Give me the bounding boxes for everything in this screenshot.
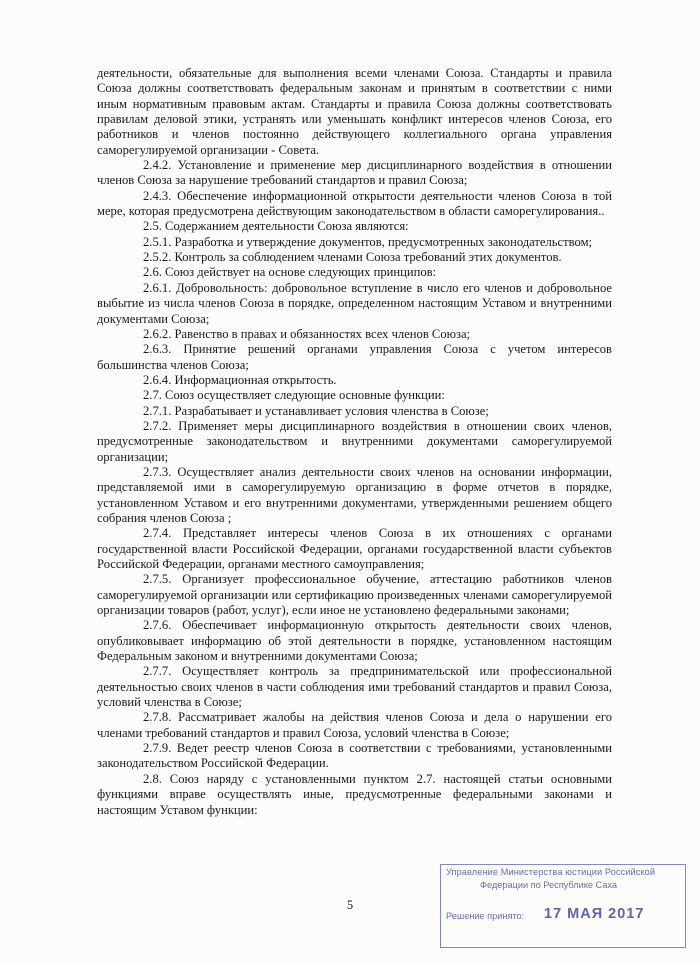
paragraph: 2.5.1. Разработка и утверждение документов, предусмотренных законодательством;	[143, 234, 593, 249]
paragraph: 2.6.2. Равенство в правах и обязанностях всех членов Союза;	[143, 326, 471, 341]
paragraph: деятельности, обязательные для выполнения всеми членами Союза. Стандарты и правила Союза должны соответствовать федеральным законам и принятым в соответствии с ними иным нормативным правовым актам. Стандарты и правила Союза должны соответствовать правилам деловой этики, устранять или уменьшать конфликт интересов членов Союза, его работников и членов постоянно действующего коллегиального органа управления саморегулируемой организации - Совета.	[97, 66, 612, 157]
paragraph: 2.7.5. Организует профессиональное обучение, аттестацию работников членов саморегулируемой организации или сертификацию произведенных членами саморегулируемой организации товаров (работ, услуг), если иное не установлено федеральными законами;	[97, 572, 612, 618]
registration-stamp	[434, 858, 690, 952]
body-text	[97, 66, 612, 818]
paragraph: 2.8. Союз наряду с установленными пунктом 2.7. настоящей статьи основными функциями вправе осуществлять иные, предусмотренные федеральными законами и настоящим Уставом функции:	[97, 771, 612, 817]
paragraph: 2.4.2. Установление и применение мер дисциплинарного воздействия в отношении членов Союза за нарушение требований стандартов и правил Союза;	[97, 158, 612, 188]
paragraph: 2.5. Содержанием деятельности Союза являются:	[143, 219, 409, 234]
paragraph: 2.4.3. Обеспечение информационной открытости деятельности членов Союза в той мере, которая предусмотрена действующим законодательством в области саморегулирования..	[97, 188, 612, 219]
paragraph: 2.7.9. Ведет реестр членов Союза в соответствии с требованиями, установленными законодательством Российской Федерации.	[97, 741, 612, 771]
paragraph: 2.7.7. Осуществляет контроль за предпринимательской или профессиональной деятельностью своих членов в части соблюдения ими требований стандартов и правил Союза, условий членства в Союзе;	[97, 664, 612, 710]
paragraph: 2.6.3. Принятие решений органами управления Союза с учетом интересов большинства членов Союза;	[97, 342, 612, 372]
paragraph: 2.6. Союз действует на основе следующих принципов:	[143, 265, 437, 280]
paragraph: 2.7.2. Применяет меры дисциплинарного воздействия в отношении своих членов, предусмотренные законодательством и внутренними документами саморегулируемой организации;	[97, 418, 612, 464]
paragraph: 2.7.1. Разрабатывает и устанавливает условия членства в Союзе;	[143, 403, 489, 418]
paragraph: 2.7.4. Представляет интересы членов Союза в их отношениях с органами государственной власти Российской Федерации, органами государственной власти субъектов Российской Федерации, органами местного самоуправления;	[97, 526, 612, 571]
stamp-date: 17 МАЯ 2017	[544, 906, 645, 922]
stamp-authority-line-2: Федерации по Республике Саха	[480, 880, 617, 890]
paragraph: 2.6.4. Информационная открытость.	[143, 372, 337, 387]
paragraph: 2.5.2. Контроль за соблюдением членами Союза требований этих документов.	[143, 250, 562, 265]
page-number: 5	[346, 898, 354, 912]
paragraph: 2.6.1. Добровольность: добровольное вступление в число его членов и добровольное выбытие из числа членов Союза в порядке, определенном настоящим Уставом и внутренними документами Союза;	[97, 280, 612, 326]
paragraph: 2.7.6. Обеспечивает информационную открытость деятельности своих членов, опубликовывает информацию об этой деятельности в порядке, установленном настоящим Федеральным законом и внутренними документами Союза;	[97, 618, 612, 664]
paragraph: 2.7.3. Осуществляет анализ деятельности своих членов на основании информации, представляемой ими в саморегулируемую организацию в форме отчетов в порядке, установленном Уставом и его внутренними документами, утвержденными решением общего собрания членов Союза ;	[97, 464, 612, 525]
stamp-authority-line: Управление Министерства юстиции Российской	[446, 867, 656, 877]
paragraph: 2.7. Союз осуществляет следующие основные функции:	[143, 388, 445, 403]
stamp-decision-label: Решение принято:	[446, 911, 525, 921]
paragraph: 2.7.8. Рассматривает жалобы на действия членов Союза и дела о нарушении его членами требований стандартов и правил Союза, условий членства в Союзе;	[97, 710, 612, 740]
